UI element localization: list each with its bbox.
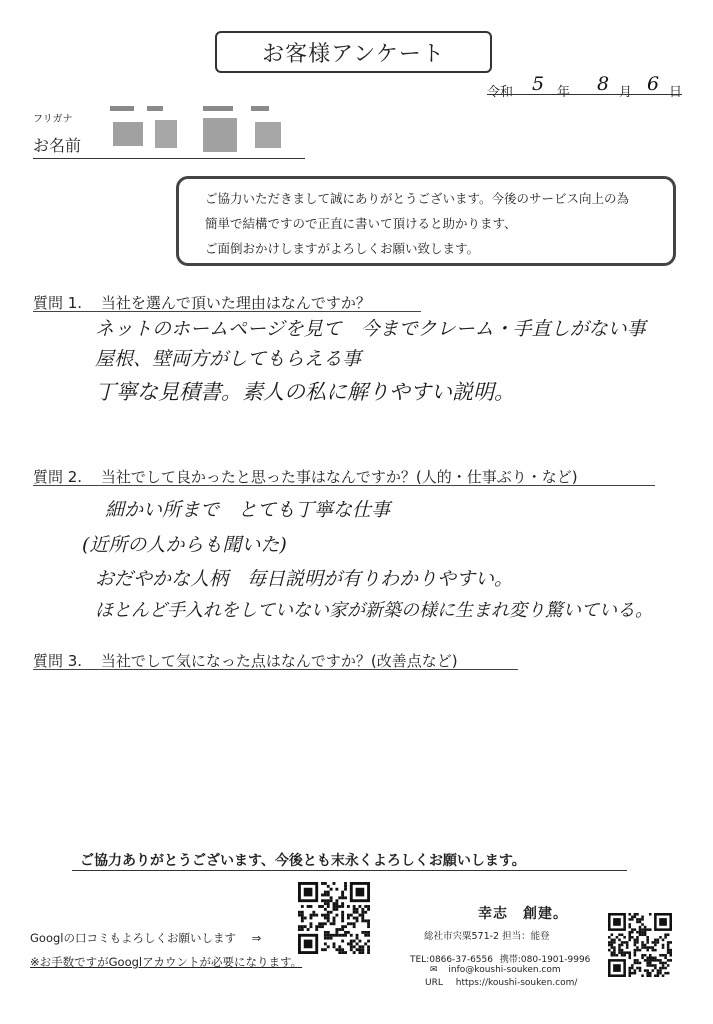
name-label: お名前 bbox=[33, 136, 82, 155]
tel-label: TEL: bbox=[410, 955, 430, 965]
mobile-label: 携帯: bbox=[499, 955, 521, 965]
date-underline bbox=[487, 94, 682, 95]
date-day: 6 bbox=[647, 73, 660, 95]
notice-box bbox=[176, 176, 676, 266]
answer-1-line: ネットのホームページを見て 今までクレーム・手直しがない事 bbox=[95, 318, 665, 340]
company-name: 幸志 創建。 bbox=[478, 906, 568, 922]
notice-line: ご面倒おかけしますがよろしくお願い致します。 bbox=[205, 241, 480, 256]
date-day-label: 日 bbox=[669, 85, 683, 100]
notice-line: ご協力いただきまして誠にありがとうございます。今後のサービス向上の為 bbox=[205, 191, 630, 206]
closing-underline bbox=[72, 870, 627, 871]
date-era: 令和 bbox=[487, 85, 514, 100]
question-3-label: 質問 3. bbox=[33, 652, 83, 670]
answer-2-line: ほとんど手入れをしていない家が新築の様に生まれ変り驚いている。 bbox=[95, 600, 653, 621]
question-1-text: 当社を選んで頂いた理由はなんですか？ bbox=[100, 294, 371, 312]
question-2-underline bbox=[33, 485, 655, 486]
question-3-underline bbox=[33, 669, 518, 670]
question-3-text: 当社でして気になった点はなんですか？(改善点など) bbox=[100, 652, 458, 670]
google-review-request bbox=[30, 930, 261, 946]
qr-code-graphic bbox=[298, 882, 370, 954]
question-1-underline bbox=[33, 311, 421, 312]
answer-2-line: 細かい所まで とても丁寧な仕事 bbox=[105, 499, 391, 521]
mobile-number[interactable]: 080-1901-9996 bbox=[520, 955, 591, 965]
google-review-text: Googlの口コミもよろしくお願いします bbox=[30, 931, 236, 945]
arrow-right-icon: ⇒ bbox=[251, 931, 262, 945]
closing-message: ご協力ありがとうございます、今後とも末永くよろしくお願いします。 bbox=[80, 853, 526, 869]
contact-phone bbox=[410, 952, 590, 965]
question-3-title bbox=[33, 650, 458, 671]
survey-title: お客様アンケート bbox=[215, 31, 492, 73]
notice-line: 簡単で結構ですので正直に書いて頂けると助かります、 bbox=[205, 216, 517, 231]
date-field bbox=[487, 73, 687, 101]
mail-icon: ✉ bbox=[430, 965, 438, 975]
url-label: URL bbox=[425, 978, 443, 988]
answer-2-line: (近所の人からも聞いた) bbox=[82, 534, 287, 556]
question-2-title bbox=[33, 466, 578, 487]
email-link[interactable]: info@koushi-souken.com bbox=[448, 965, 561, 975]
company-address: 総社市宍粟571-2 担当：能登 bbox=[424, 931, 550, 942]
tel-number[interactable]: 0866-37-6556 bbox=[429, 955, 493, 965]
date-month: 8 bbox=[597, 73, 610, 95]
date-year: 5 bbox=[532, 73, 545, 95]
question-1-label: 質問 1. bbox=[33, 294, 83, 312]
question-2-text: 当社でして良かったと思った事はなんですか？(人的・仕事ぶり・など) bbox=[100, 468, 578, 486]
qr-code-graphic bbox=[608, 913, 672, 977]
google-account-note: ※お手数ですがGooglアカウントが必要になります。 bbox=[30, 955, 303, 969]
answer-2-line: おだやかな人柄 毎日説明が有りわかりやすい。 bbox=[95, 568, 514, 590]
date-month-label: 月 bbox=[619, 85, 633, 100]
question-1-title bbox=[33, 292, 371, 313]
furigana-label: フリガナ bbox=[33, 114, 73, 125]
answer-1-line: 丁寧な見積書。素人の私に解りやすい説明。 bbox=[95, 380, 515, 404]
date-year-label: 年 bbox=[557, 85, 571, 100]
google-review-qr-code[interactable] bbox=[298, 882, 370, 954]
contact-email bbox=[430, 965, 561, 975]
question-2-label: 質問 2. bbox=[33, 468, 83, 486]
answer-1-line: 屋根、壁両方がしてもらえる事 bbox=[95, 348, 362, 370]
contact-url bbox=[425, 978, 577, 988]
name-underline bbox=[33, 158, 305, 159]
name-redacted bbox=[105, 104, 295, 156]
website-link[interactable]: https://koushi-souken.com/ bbox=[455, 978, 578, 988]
company-qr-code[interactable] bbox=[608, 913, 672, 977]
